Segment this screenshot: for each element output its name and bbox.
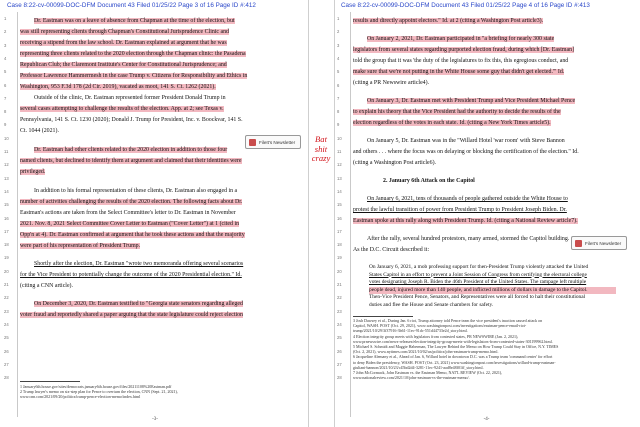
footnote: 4 Election integrity group meets with legislators from contested states, PR NEWSWIRE (Jan. 2, 2021), [353,333,519,339]
left-page-body [20,14,300,413]
text-line: Dr. Eastman had other clients related to the 2020 election in addition to those four [34,147,228,153]
left-footnotes [20,384,300,400]
line-number: 10 [4,135,9,141]
line-number: 6 [337,82,340,88]
text-line: Washington, 953 F.3d 178 (2d Cir. 2019), vacated as moot, 141 S. Ct. 1262 (2021). [20,84,216,90]
line-number: 9 [4,122,7,128]
text-line: On January 3, Dr. Eastman met with President Trump and Vice President Michael Pence [367,98,576,104]
line-number: 16 [4,215,9,221]
line-number: 14 [337,188,342,194]
text-line: In addition to his formal representation of these clients, Dr. Eastman also engaged in a [34,188,238,194]
line-number: 3 [4,42,7,48]
footnote: (Oct. 2, 2021), www.nytimes.com/2021/10/02/us/politics/john-eastman-trump-memo.html. [353,349,499,355]
left-page [2,0,309,427]
line-number: 7 [337,95,340,101]
text-line: On January 2, 2021, Dr. Eastman participated in "a briefing for nearly 300 state [367,36,555,42]
text-line: receiving a stipend from the law school. Dr. Eastman explained at argument that he was [20,40,227,46]
right-margin-rule [350,12,351,417]
line-number: 3 [337,42,340,48]
footnote: www.nationalreview.com/2021/10/john-eastman-vs-the-eastman-memo/. [353,375,470,381]
line-number: 25 [337,335,342,341]
line-number: 1 [4,16,7,21]
footnote-rule [20,381,80,382]
line-number: 1 [337,16,340,21]
text-line: On January 6, 2021, tens of thousands of people gathered outside the White House to [367,196,568,202]
quote-line: States Capitol in an effort to prevent a Joint Session of Congress from certifying the electoral college [369,271,587,278]
footnote: www.cnn.com/2021/09/20/politics/trump-pence-election-memo/index.html [20,394,141,400]
line-number: 15 [4,202,9,208]
footnote: 2 Trump lawyer's memo on six-step plan for Pence to overturn the election, CNN (Sept. 21, 2021), [20,389,178,395]
footnote: Capitol, WASH. POST (Oct. 29, 2021), www.washingtonpost.com/investigations/eastman-pence-email-riot- [353,323,527,329]
line-number: 12 [4,162,9,168]
line-number: 5 [4,69,7,75]
text-line: legislators from several states regarding purported election fraud, during which [Dr. Eastman] [353,47,574,53]
text-line: results and directly appoint electors." Id. at 2 (citing a Washington Post article3). [353,18,544,24]
text-line: representing three clients related to the 2020 election through the Chapman clinic: the Pasadena [20,51,246,57]
line-number: 21 [4,282,9,287]
handwritten-annotation: Bat shit crazy [311,134,331,163]
text-line: for the Vice President to potentially change the outcome of the 2020 Presidential election." Id. [20,272,242,278]
line-number: 4 [337,55,340,61]
footnote: 1 January6th.house.gov/sites/democrats.january6th.house.gov/files/20211108%20Eastman.pdf [20,384,172,389]
line-number: 11 [4,149,9,154]
line-number: 9 [337,122,340,128]
text-line: Outside of the clinic, Dr. Eastman represented former President Donald Trump in [34,95,226,101]
quote-line: people dead, injured more than 140 people, and inflicted millions of dollars in damage to the Capitol. [369,287,616,295]
line-number: 13 [337,175,342,181]
quote-line: Then-Vice President Pence, Senators, and Representatives were all forced to halt their constitutional [369,294,586,301]
line-number: 27 [337,361,342,367]
line-number: 4 [4,55,7,61]
text-line: 2021. Nov. 8, 2021 Select Committee Cover Letter to Eastman ("Cover Letter") at 1 (cited in [20,221,240,227]
line-number: 19 [337,255,342,261]
line-number: 7 [4,95,7,101]
line-number: 12 [337,162,342,168]
left-margin-rule [17,12,18,417]
footnote: trump/2021/10/29/3f37916-3b61-11ec-91dc-551d44733e2d_story.html. [353,328,468,334]
page-number: -3- [152,417,158,422]
text-line: Dr. Eastman was on a leave of absence from Chapman at the time of the election, but [34,18,235,24]
line-number: 23 [337,308,342,314]
line-number: 19 [4,255,9,261]
right-page [334,0,638,427]
footnote: to deny Biden the presidency, WASH. POST (Oct. 23, 2021) www.washingtonpost.com/investigations/willard-trump-eastman- [353,359,556,365]
text-line: Opp'n at 4). Dr. Eastman confirmed at argument that he took these actions and that the majority [20,232,245,238]
text-line: to explain his theory that the Vice President had the authority to decide the results of the [353,109,561,115]
text-line: After the rally, several hundred protestors, many armed, stormed the Capitol building. [367,236,570,242]
line-number: 22 [4,295,9,301]
text-line: Republican Club; the Claremont Institute's Center for Constitutional Jurisprudence; and [20,62,227,68]
text-line: Professor Lawrence Hammermesh in the case Trump v. Citizens for Responsibility and Ethics in [20,73,248,79]
line-number: 25 [4,335,9,341]
newsletter-icon [575,240,582,247]
text-line: make sure that we're not putting in the White House some guy that didn't get elected.'" Id. [353,69,565,75]
line-number: 28 [4,375,9,381]
text-line: On January 5, Dr. Eastman was in the "Willard Hotel 'war room' with Steve Bannon [367,138,565,144]
footnote: 5 Michael S. Schmidt and Maggie Haberman, The Lawyer Behind the Memo on How Trump Could Stay in Office, N.Y. TIMES [353,344,559,350]
line-number: 17 [4,228,9,234]
right-footnotes [353,318,630,380]
newsletter-icon [249,139,256,146]
line-number: 15 [337,202,342,208]
line-number: 20 [337,268,342,274]
right-page-header: Case 8:22-cv-00099-DOC-DFM Document 43 Filed 01/25/22 Page 4 of 16 Page ID #:413 [341,2,590,9]
text-line: was still representing clients through Chapman's Constitutional Jurisprudence Clinic and [20,29,229,35]
footnote-rule [353,316,413,317]
line-number: 17 [337,228,342,234]
quote-line: duties and flee the House and Senate chambers for safety. [369,301,494,308]
text-line: number of activities challenging the results of the 2020 election. The following facts about Dr. [20,199,243,205]
line-number: 26 [337,348,342,354]
text-line: (citing a Washington Post article6). [353,160,437,166]
text-line: Ct. 1044 (2021). [20,128,59,134]
line-number: 16 [337,215,342,221]
line-number: 5 [337,69,340,75]
line-number: 21 [337,282,342,287]
text-line: named clients, but declined to identify them at argument and claimed that their identities were [20,158,242,164]
line-number: 22 [337,295,342,301]
page-number: -4- [483,417,490,422]
quote-line: On January 6, 2021, a mob professing support for then-President Trump violently attacked the United [369,264,589,270]
text-line: told the group that it was 'the duty of the legislatures to fix this, this egregious conduct, and [353,58,569,64]
newsletter-badge[interactable]: FileIt's Newsletter [571,236,627,250]
text-line: Eastman's actions are taken from the Select Committee's letter to Dr. Eastman in November [20,210,236,216]
footnote: 6 Jacqueline Alemany et al., Ahead of Jan. 6, Willard hotel in downtown D.C. was a Trump team 'command center' for effort [353,354,553,360]
line-number: 18 [337,242,342,248]
line-number: 2 [337,29,340,35]
line-number: 10 [337,135,342,141]
text-line: (citing a CNN article). [20,283,73,289]
block-quote [369,264,616,310]
line-number: 2 [4,29,7,35]
line-number: 8 [337,109,340,115]
text-line: privileged. [20,169,46,175]
text-line: (citing a PR Newswire article4). [353,80,430,86]
text-line: Pennsylvania, 141 S. Ct. 1230 (2020); Donald J. Trump for President, Inc. v. Boockvar, 141 S. [20,117,243,123]
section-heading: 2. January 6th Attack on the Capitol [383,178,475,184]
line-number: 28 [337,375,342,381]
footnote: www.prnewswire.com/news-releases/election-integrity-group-meets-with-legislators-from-contested-states-301199962.html. [353,338,553,344]
text-line: voter fraud and reportedly shared a paper arguing that the state legislature could reject election [20,312,243,318]
line-number: 24 [337,321,342,327]
text-line: On December 3, 2020, Dr. Eastman testified to "Georgia state senators regarding alleged [34,301,243,307]
text-line: Shortly after the election, Dr. Eastman "wrote two memoranda offering several scenarios [34,261,244,267]
line-number: 26 [4,348,9,354]
quote-line: votes designating Joseph R. Biden the 46th President of the United States. The rampage left multiple [369,279,587,286]
line-number: 13 [4,175,9,181]
left-page-header: Case 8:22-cv-00099-DOC-DFM Document 43 Filed 01/25/22 Page 3 of 16 Page ID #:412 [7,2,256,9]
line-number: 27 [4,361,9,367]
text-line: several cases attempting to challenge the results of the election. App. at 2; see Texas v. [20,106,224,112]
newsletter-badge[interactable]: FileIt's Newsletter [245,135,301,149]
line-number: 20 [4,268,9,274]
text-line: protest the lawful transition of power from President Trump to President Joseph Biden. Dr. [353,207,567,213]
line-number: 24 [4,321,9,327]
line-number: 6 [4,82,7,88]
text-line: As the D.C. Circuit described it: [353,247,430,253]
text-line: Eastman spoke at this rally along with President Trump. Id. (citing a National Review article7). [353,218,578,224]
line-number: 18 [4,242,9,248]
line-number: 14 [4,188,9,194]
footnote: giuliani-bannon/2021/10/23/c45bd2d4-3281-11ec-9241-aad8e48f01ff_story.html. [353,364,484,370]
text-line: and others . . . where the focus was on delaying or blocking the certification of the election." Id. [353,149,579,155]
footnote: 3 Josh Dawsey et al., During Jan. 6 riot, Trump attorney told Pence team the vice president's inaction caused attack on [353,318,543,323]
line-number: 11 [337,149,342,154]
footnote: 7 John McCormack, John Eastman vs. the Eastman Memo, NAT'L REVIEW (Oct. 22, 2021), [353,370,503,376]
line-number: 23 [4,308,9,314]
line-number: 8 [4,109,7,115]
text-line: election regardless of the votes in each state. Id. (citing a New York Times article5). [353,120,551,126]
text-line: were part of his representation of President Trump. [20,243,141,249]
